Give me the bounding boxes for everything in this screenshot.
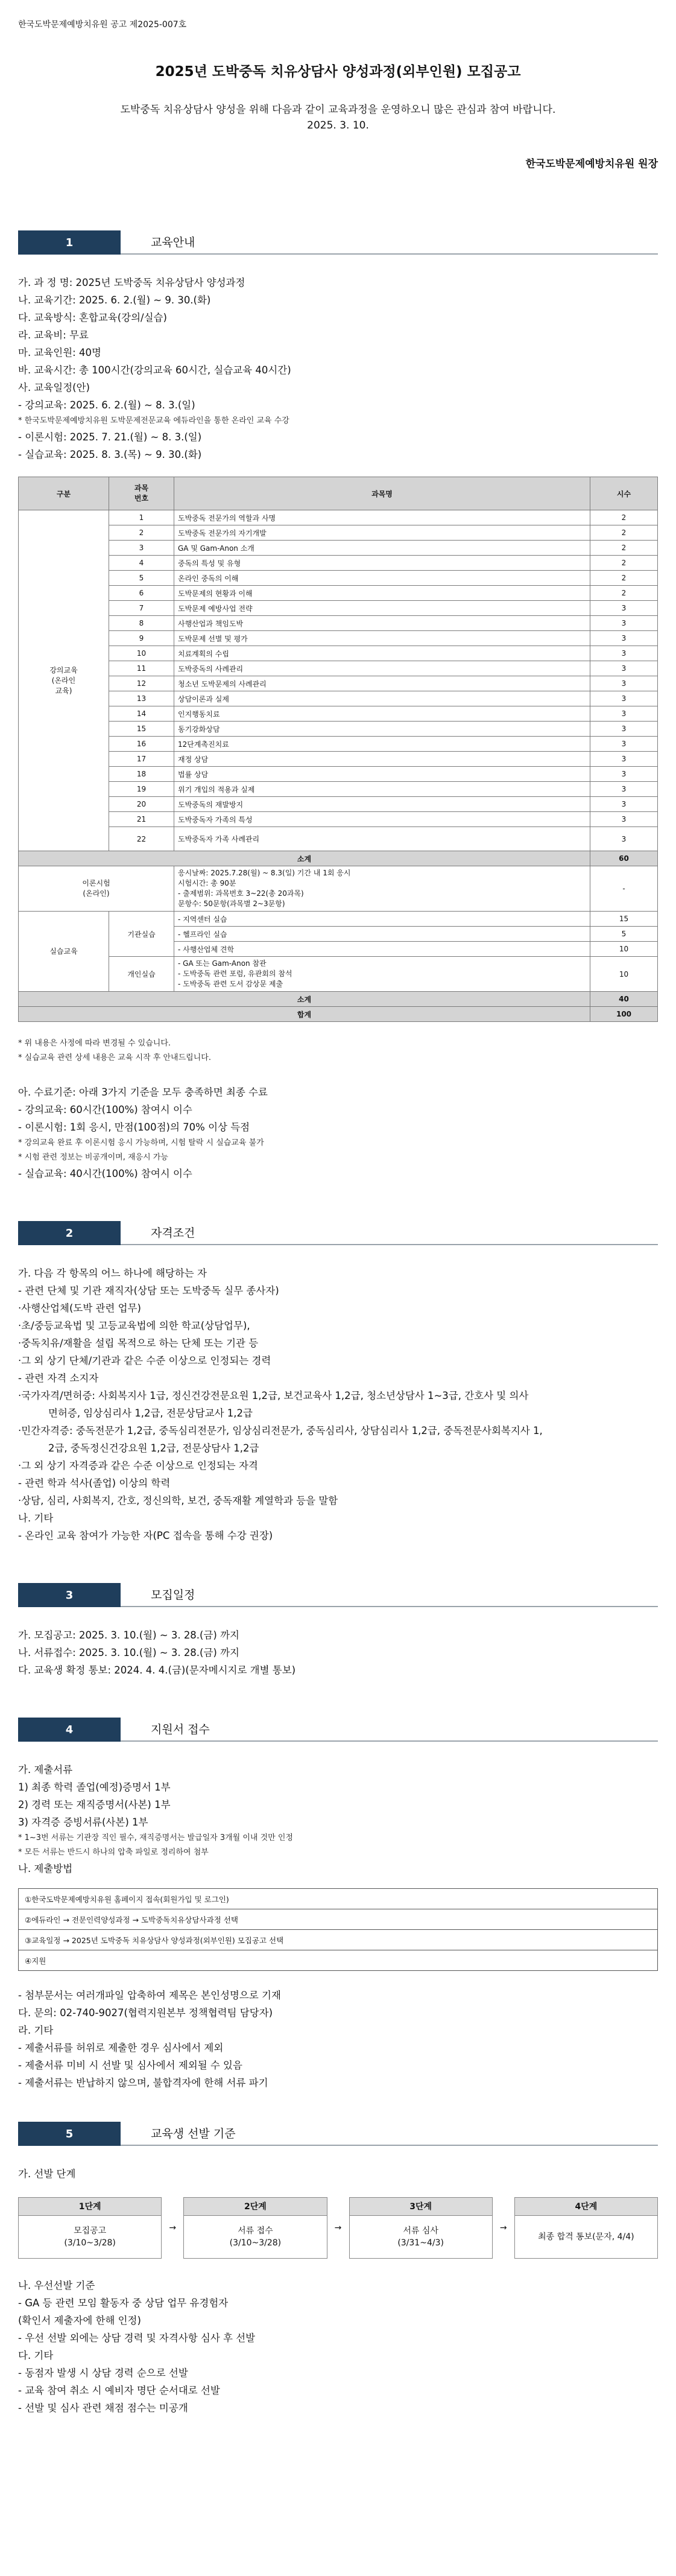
info-line: - 이론시험: 2025. 7. 21.(월) ~ 8. 3.(일) (18, 431, 202, 443)
section-number: 4 (18, 1718, 121, 1742)
eligibility-line: 면허증, 임상심리사 1,2급, 전문상담교사 1,2급 (48, 1407, 253, 1419)
documents-note: * 1~3번 서류는 기관장 직인 필수, 재직증명서는 발급일자 3개월 이내 것만 인정 (18, 1833, 293, 1842)
selection-line: - 우선 선발 외에는 상담 경력 및 자격사항 심사 후 선발 (18, 2332, 256, 2344)
eligibility-line: ·그 외 상기 자격증과 같은 수준 이상으로 인정되는 자격 (18, 1460, 258, 1471)
course-hours: 3 (590, 812, 658, 827)
course-name: 12단계촉진치료 (174, 737, 590, 752)
table-row (19, 812, 658, 827)
category-label: 강의교육 (49, 665, 78, 674)
step-body (515, 2216, 657, 2258)
practice-subcategory: 기관실습 (109, 912, 174, 957)
details-line: - 제출서류는 반납하지 않으며, 불합격자에 한해 서류 파기 (18, 2077, 268, 2089)
course-hours: 2 (590, 525, 658, 541)
eligibility-line: - 관련 단체 및 기관 재직자(상담 또는 도박중독 실무 종사자) (18, 1285, 279, 1296)
selection-line: (확인서 제출자에 한해 인정) (18, 2315, 141, 2326)
course-number: 4 (109, 556, 174, 571)
documents-line: 2) 경력 또는 재직증명서(사본) 1부 (18, 1799, 171, 1810)
step-body (19, 2216, 161, 2258)
header-cell: 과목 번호 (109, 477, 174, 510)
info-line: 다. 교육방식: 혼합교육(강의/실습) (18, 312, 167, 323)
exam-detail: 문항수: 50문항(과목별 2~3문항) (178, 899, 285, 908)
submission-details (18, 1987, 658, 2092)
course-number: 20 (109, 797, 174, 812)
schedule-list (18, 1626, 658, 1679)
practice-category: 실습교육 (19, 912, 109, 992)
documents-line: 3) 자격증 증빙서류(사본) 1부 (18, 1816, 148, 1828)
eligibility-line: 나. 기타 (18, 1512, 54, 1524)
details-line: 다. 문의: 02-740-9027(협력지원본부 정책협력팀 담당자) (18, 2007, 273, 2019)
subtotal-label: 소계 (19, 851, 590, 866)
subtotal-row (19, 851, 658, 866)
total-row (19, 1007, 658, 1022)
table-row (19, 616, 658, 631)
course-hours: 3 (590, 646, 658, 661)
course-number: 14 (109, 706, 174, 722)
selection-step (514, 2197, 658, 2259)
course-hours: 3 (590, 691, 658, 706)
documents-line: 가. 제출서류 (18, 1764, 73, 1775)
course-name: 도박문제 선별 및 평가 (174, 631, 590, 646)
course-name: 치료계획의 수립 (174, 646, 590, 661)
practice-hours: 10 (590, 942, 658, 957)
method-label: 나. 제출방법 (18, 1863, 73, 1874)
course-number: 21 (109, 812, 174, 827)
stage-label: 가. 선발 단계 (18, 2168, 76, 2180)
section-header-2 (18, 1221, 658, 1245)
section-title: 지원서 접수 (151, 1723, 210, 1736)
course-number: 18 (109, 767, 174, 782)
course-hours: 3 (590, 601, 658, 616)
course-hours: 3 (590, 737, 658, 752)
eligibility-line: ·사행산업체(도박 관련 업무) (18, 1302, 141, 1314)
course-hours: 3 (590, 827, 658, 851)
course-hours: 3 (590, 631, 658, 646)
course-name: 도박중독자 가족의 특성 (174, 812, 590, 827)
table-row (19, 556, 658, 571)
documents-list (18, 1761, 658, 1877)
subtotal-row (19, 992, 658, 1007)
signer: 한국도박문제예방치유원 원장 (525, 158, 658, 170)
selection-line: 나. 우선선발 기준 (18, 2280, 95, 2291)
table-note: * 위 내용은 사정에 따라 변경될 수 있습니다. (18, 1039, 171, 1048)
course-hours: 3 (590, 706, 658, 722)
practice-hours: 15 (590, 912, 658, 927)
eligibility-line: 2급, 중독정신건강요원 1,2급, 전문상담사 1,2급 (48, 1442, 259, 1454)
selection-line: - 동점자 발생 시 상담 경력 순으로 선발 (18, 2367, 188, 2379)
course-name: 온라인 중독의 이해 (174, 571, 590, 586)
intro-date: 2025. 3. 10. (307, 119, 369, 132)
details-line: - 첨부문서는 여러개파일 압축하여 제목은 본인성명으로 기재 (18, 1990, 281, 2001)
section-number: 3 (18, 1583, 121, 1607)
course-name: 사행산업과 책임도박 (174, 616, 590, 631)
course-name: 위기 개입의 적용과 실제 (174, 782, 590, 797)
section-header-1 (18, 230, 658, 255)
criteria-line: 아. 수료기준: 아래 3가지 기준을 모두 충족하면 최종 수료 (18, 1087, 268, 1098)
course-name: 도박문제의 현황과 이해 (174, 586, 590, 601)
table-row (19, 601, 658, 616)
course-name: 도박중독 전문가의 역할과 사명 (174, 510, 590, 525)
course-number: 19 (109, 782, 174, 797)
course-number: 7 (109, 601, 174, 616)
course-hours: 2 (590, 556, 658, 571)
course-hours: 3 (590, 767, 658, 782)
schedule-line: 다. 교육생 확정 통보: 2024. 4. 4.(금)(문자메시지로 개별 통보) (18, 1664, 296, 1676)
criteria-line: - 실습교육: 40시간(100%) 참여시 이수 (18, 1168, 192, 1179)
submission-step: ①한국도박문제예방치유원 홈페이지 접속(회원가입 및 로그인) (19, 1889, 658, 1909)
course-hours: 2 (590, 541, 658, 556)
course-number: 12 (109, 676, 174, 691)
course-hours: 3 (590, 782, 658, 797)
table-row (19, 691, 658, 706)
header-cell: 구분 (19, 477, 109, 510)
table-row (19, 571, 658, 586)
course-hours: 2 (590, 586, 658, 601)
total-label: 합계 (19, 1007, 590, 1022)
total-value: 100 (590, 1007, 658, 1022)
course-hours: 3 (590, 722, 658, 737)
criteria-note: * 강의교육 완료 후 이론시험 응시 가능하며, 시험 탈락 시 실습교육 불가 (18, 1138, 264, 1147)
table-row (19, 797, 658, 812)
category-label: 교육) (55, 686, 72, 695)
course-number: 6 (109, 586, 174, 601)
table-row (19, 866, 658, 912)
submission-step: ③교육일정 → 2025년 도박중독 치유상담사 양성과정(외부인원) 모집공고 선택 (19, 1930, 658, 1950)
exam-detail: 응시날짜: 2025.7.28(월) ~ 8.3(일) 기간 내 1회 응시 (178, 869, 351, 877)
eligibility-list (18, 1264, 658, 1544)
selection-step (349, 2197, 493, 2259)
subtotal-value: 40 (590, 992, 658, 1007)
details-line: - 제출서류 미비 시 선발 및 심사에서 제외될 수 있음 (18, 2060, 242, 2071)
selection-line: - 교육 참여 취소 시 예비자 명단 순서대로 선발 (18, 2385, 220, 2396)
selection-criteria (18, 2277, 658, 2417)
table-note: * 실습교육 관련 상세 내용은 교육 시작 후 안내드립니다. (18, 1053, 211, 1062)
course-number: 15 (109, 722, 174, 737)
arrow-right-icon: → (499, 2223, 507, 2233)
table-row (19, 722, 658, 737)
info-line: 바. 교육시간: 총 100시간(강의교육 60시간, 실습교육 40시간) (18, 364, 291, 376)
table-row (19, 586, 658, 601)
eligibility-line: ·상담, 심리, 사회복지, 간호, 정신의학, 보건, 중독재활 계열학과 등을 말함 (18, 1495, 338, 1506)
course-name: 도박중독의 사례관리 (174, 661, 590, 676)
practice-subcategory: 개인실습 (109, 957, 174, 992)
info-line: - 실습교육: 2025. 8. 3.(목) ~ 9. 30.(화) (18, 449, 202, 460)
course-number: 16 (109, 737, 174, 752)
course-hours: 2 (590, 571, 658, 586)
course-info (18, 274, 658, 463)
eligibility-line: ·중독치유/재활을 설립 목적으로 하는 단체 또는 기관 등 (18, 1337, 259, 1349)
course-hours: 3 (590, 676, 658, 691)
course-name: 동기강화상담 (174, 722, 590, 737)
practice-detail: - GA 또는 Gam-Anon 참관 (178, 959, 267, 968)
selection-line: 다. 기타 (18, 2350, 54, 2361)
step-body (350, 2216, 492, 2258)
step-head: 3단계 (350, 2198, 492, 2216)
course-hours: 2 (590, 510, 658, 525)
table-row (19, 706, 658, 722)
selection-line: - 선발 및 심사 관련 채점 점수는 미공개 (18, 2402, 188, 2414)
arrow-right-icon: → (169, 2223, 177, 2233)
arrow-right-icon: → (334, 2223, 342, 2233)
course-name: 도박중독의 재발방지 (174, 797, 590, 812)
info-note: * 한국도박문제예방치유원 도박문제전문교육 에듀라인을 통한 온라인 교육 수강 (18, 416, 289, 425)
table-row (19, 525, 658, 541)
section-title: 자격조건 (151, 1226, 195, 1240)
step-line: (3/10~3/28) (64, 2238, 116, 2248)
exam-hours: - (590, 866, 658, 912)
course-name: 인지행동치료 (174, 706, 590, 722)
info-line: 라. 교육비: 무료 (18, 329, 89, 341)
submission-steps-table (18, 1888, 658, 1971)
practice-item: - 헬프라인 실습 (174, 927, 590, 942)
section-header-5 (18, 2122, 658, 2146)
practice-detail: - 도박중독 관련 도서 감상문 제출 (178, 980, 283, 988)
step-head: 4단계 (515, 2198, 657, 2216)
eligibility-line: ·민간자격증: 중독전문가 1,2급, 중독심리전문가, 임상심리전문가, 중독심리사, 상담심리사 1,2급, 중독전문사회복지사 1, (18, 1425, 543, 1436)
course-number: 1 (109, 510, 174, 525)
table-row (19, 782, 658, 797)
info-line: 마. 교육인원: 40명 (18, 347, 101, 358)
course-name: GA 및 Gam-Anon 소개 (174, 541, 590, 556)
practice-item: - 사행산업체 견학 (174, 942, 590, 957)
table-row (19, 676, 658, 691)
intro-line: 도박중독 치유상담사 양성을 위해 다음과 같이 교육과정을 운영하오니 많은 관심과 참여 바랍니다. (120, 104, 556, 116)
course-number: 2 (109, 525, 174, 541)
subtotal-value: 60 (590, 851, 658, 866)
table-row (19, 631, 658, 646)
table-row (19, 957, 658, 992)
submission-step: ④지원 (19, 1950, 658, 1971)
table-row (19, 661, 658, 676)
eligibility-line: - 온라인 교육 참여가 가능한 자(PC 접속을 통해 수강 권장) (18, 1530, 273, 1541)
course-number: 5 (109, 571, 174, 586)
intro-text (18, 102, 658, 133)
course-number: 17 (109, 752, 174, 767)
table-row (19, 752, 658, 767)
category-label: (온라인 (51, 676, 76, 685)
eligibility-line: - 관련 자격 소지자 (18, 1372, 99, 1384)
eligibility-line: - 관련 학과 석사(졸업) 이상의 학력 (18, 1477, 171, 1489)
course-number: 9 (109, 631, 174, 646)
course-name: 재정 상담 (174, 752, 590, 767)
criteria-note: * 시험 관련 정보는 비공개이며, 재응시 가능 (18, 1153, 168, 1162)
criteria-line: - 강의교육: 60시간(100%) 참여시 이수 (18, 1104, 192, 1115)
step-line: (3/10~3/28) (229, 2238, 282, 2248)
section-number: 1 (18, 230, 121, 255)
course-number: 10 (109, 646, 174, 661)
table-row (19, 767, 658, 782)
category-label: (온라인) (83, 889, 110, 898)
table-row (19, 912, 658, 927)
exam-category (19, 866, 174, 912)
course-number: 3 (109, 541, 174, 556)
criteria-line: - 이론시험: 1회 응시, 만점(100점)의 70% 이상 득점 (18, 1121, 250, 1133)
info-line: 사. 교육일정(안) (18, 382, 90, 393)
course-name: 도박중독자 가족 사례관리 (174, 827, 590, 851)
exam-detail: 시험시간: 총 90분 (178, 879, 236, 887)
section-number: 5 (18, 2122, 121, 2146)
practice-description (174, 957, 590, 992)
step-line: (3/31~4/3) (397, 2238, 444, 2248)
table-row (19, 827, 658, 851)
course-name: 도박중독 전문가의 자기개발 (174, 525, 590, 541)
section-header-4 (18, 1718, 658, 1742)
info-line: - 강의교육: 2025. 6. 2.(월) ~ 8. 3.(일) (18, 399, 195, 411)
eligibility-line: ·국가자격/면허증: 사회복지사 1급, 정신건강전문요원 1,2급, 보건교육사 1,2급, 청소년상담사 1~3급, 간호사 및 의사 (18, 1390, 529, 1401)
section-title: 교육안내 (151, 236, 195, 249)
section-header-3 (18, 1583, 658, 1607)
notice-number: 한국도박문제예방치유원 공고 제2025-007호 (18, 20, 187, 30)
course-name: 상담이론과 실제 (174, 691, 590, 706)
table-notes (18, 1036, 658, 1065)
section-number: 2 (18, 1221, 121, 1245)
details-line: - 제출서류를 허위로 제출한 경우 심사에서 제외 (18, 2042, 224, 2054)
step-head: 1단계 (19, 2198, 161, 2216)
practice-item: - 지역센터 실습 (174, 912, 590, 927)
course-number: 8 (109, 616, 174, 631)
eligibility-line: 가. 다음 각 항목의 어느 하나에 해당하는 자 (18, 1267, 207, 1279)
course-name: 중독의 특성 및 유형 (174, 556, 590, 571)
exam-description (174, 866, 590, 912)
course-table (18, 477, 658, 1022)
selection-step (183, 2197, 327, 2259)
header-cell: 과목명 (174, 477, 590, 510)
documents-note: * 모든 서류는 반드시 하나의 압축 파일로 정리하여 첨부 (18, 1848, 209, 1857)
table-row (19, 737, 658, 752)
practice-hours: 5 (590, 927, 658, 942)
table-header-row (19, 477, 658, 510)
course-number: 13 (109, 691, 174, 706)
course-hours: 3 (590, 661, 658, 676)
category-cell (19, 510, 109, 851)
selection-stage-label (18, 2165, 658, 2183)
documents-line: 1) 최종 학력 졸업(예정)증명서 1부 (18, 1781, 171, 1793)
table-row (19, 510, 658, 525)
course-hours: 3 (590, 797, 658, 812)
table-row (19, 541, 658, 556)
submission-step: ②에듀라인 → 전문인력양성과정 → 도박중독치유상담사과정 선택 (19, 1909, 658, 1930)
eligibility-line: ·초/중등교육법 및 고등교육법에 의한 학교(상담업무), (18, 1320, 250, 1331)
step-head: 2단계 (184, 2198, 326, 2216)
selection-line: - GA 등 관련 모임 활동자 중 상담 업무 유경험자 (18, 2297, 229, 2309)
table-row (19, 646, 658, 661)
schedule-line: 가. 모집공고: 2025. 3. 10.(월) ~ 3. 28.(금) 까지 (18, 1629, 239, 1641)
course-hours: 3 (590, 752, 658, 767)
step-line: 최종 합격 통보(문자, 4/4) (538, 2232, 634, 2242)
category-label: 이론시험 (82, 879, 110, 887)
details-line: 라. 기타 (18, 2025, 54, 2036)
course-number: 11 (109, 661, 174, 676)
info-line: 나. 교육기간: 2025. 6. 2.(월) ~ 9. 30.(화) (18, 294, 211, 306)
schedule-line: 나. 서류접수: 2025. 3. 10.(월) ~ 3. 28.(금) 까지 (18, 1647, 239, 1658)
step-line: 서류 접수 (238, 2226, 273, 2236)
section-title: 모집일정 (151, 1588, 195, 1602)
step-body (184, 2216, 326, 2258)
course-number: 22 (109, 827, 174, 851)
section-title: 교육생 선발 기준 (151, 2127, 236, 2140)
info-line: 가. 과 정 명: 2025년 도박중독 치유상담사 양성과정 (18, 277, 245, 288)
completion-criteria (18, 1083, 658, 1182)
eligibility-line: ·그 외 상기 단체/기관과 같은 수준 이상으로 인정되는 경력 (18, 1355, 271, 1366)
exam-detail: - 출제범위: 과목번호 3~22(총 20과목) (178, 889, 304, 898)
practice-hours: 10 (590, 957, 658, 992)
page-title: 2025년 도박중독 치유상담사 양성과정(외부인원) 모집공고 (155, 64, 521, 80)
course-name: 청소년 도박문제의 사례관리 (174, 676, 590, 691)
selection-step (18, 2197, 162, 2259)
course-name: 도박문제 예방사업 전략 (174, 601, 590, 616)
step-line: 모집공고 (74, 2226, 107, 2236)
selection-flow (18, 2197, 658, 2259)
step-line: 서류 심사 (403, 2226, 438, 2236)
subtotal-label: 소계 (19, 992, 590, 1007)
header-cell: 시수 (590, 477, 658, 510)
practice-detail: - 도박중독 관련 포럼, 유관회의 참석 (178, 969, 292, 978)
course-name: 법률 상담 (174, 767, 590, 782)
course-hours: 3 (590, 616, 658, 631)
